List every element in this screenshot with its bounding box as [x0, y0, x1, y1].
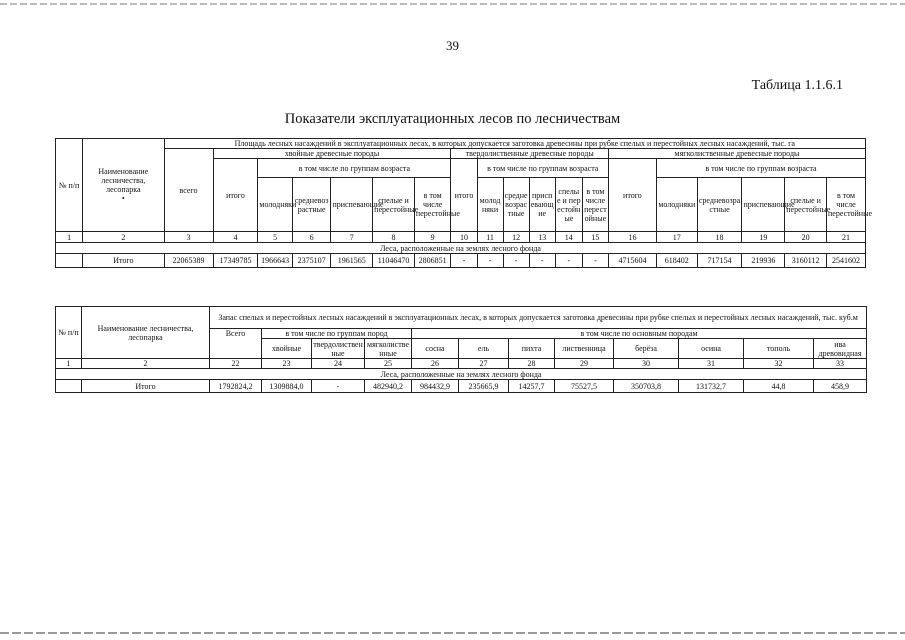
table-cell: 2541602	[827, 254, 866, 268]
col-number: 5	[258, 232, 292, 243]
header-stock-main: Запас спелых и перестойных лесных насаждений в эксплуатационных лесах, в которых допускается заготовка древесины при рубке спелых и перестойных лесных насаждений, тыс. куб.м	[210, 307, 867, 329]
header-soft-by-age: в том числе по группам возраста	[656, 159, 865, 178]
header-forestry-mark: •	[121, 194, 125, 203]
table-cell: 1309884,0	[262, 380, 312, 393]
col-number: 30	[614, 359, 679, 369]
header-conifer-age-overmature: в том числе перестойные	[414, 178, 451, 232]
table-cell: 11046470	[373, 254, 415, 268]
header-hard-age-premature: приспевающие	[529, 178, 555, 232]
header-conifer-age-middle: средневозрастные	[292, 178, 331, 232]
col-number: 7	[331, 232, 373, 243]
col-number: 10	[451, 232, 477, 243]
table-cell: 1966643	[258, 254, 292, 268]
table-cell: 1961565	[331, 254, 373, 268]
header-soft-itogo: итого	[608, 159, 656, 232]
col-number: 28	[509, 359, 555, 369]
page-number: 39	[446, 38, 459, 53]
header-species-pine: сосна	[412, 339, 459, 359]
header-conifer-itogo: итого	[213, 159, 258, 232]
table-cell: 350703,8	[614, 380, 679, 393]
header-species-spruce: ель	[459, 339, 509, 359]
header-soft-age-young: молодняки	[656, 178, 697, 232]
header-hard-age-overmature: в том числе перестойные	[582, 178, 608, 232]
header-conifer-by-age: в том числе по группам возраста	[258, 159, 451, 178]
header-soft-age-mature: спелые и перестойные	[785, 178, 827, 232]
scan-edge-top	[0, 3, 905, 5]
timber-stock-table	[55, 306, 867, 393]
table-cell: 22065389	[164, 254, 213, 268]
col-number: 6	[292, 232, 331, 243]
header-soft-age-overmature: в том числе перестойные	[827, 178, 866, 232]
header-conifer-age-young: молодняки	[258, 178, 292, 232]
table1-section-row: Леса, расположенные на землях лесного фонда	[56, 243, 866, 254]
table-label: Таблица 1.1.6.1	[751, 78, 843, 93]
table-cell: 17349785	[213, 254, 258, 268]
table-cell: 235665,9	[459, 380, 509, 393]
header-species-larch: лиственница	[555, 339, 614, 359]
col-number: 9	[414, 232, 451, 243]
col-number: 31	[679, 359, 744, 369]
header-total: Всего	[210, 329, 262, 359]
header-species-birch: берёза	[614, 339, 679, 359]
header-hard-age-middle: средневозрастные	[503, 178, 529, 232]
scan-edge-bottom	[0, 632, 905, 634]
col-number: 33	[814, 359, 867, 369]
table2-total-row	[56, 380, 867, 393]
table-cell: 75527,5	[555, 380, 614, 393]
table-cell: 618402	[656, 254, 697, 268]
table-cell: -	[503, 254, 529, 268]
header-group-hard: твердолиственные	[313, 339, 363, 358]
table-cell: 3160112	[785, 254, 827, 268]
header-area-main: Площадь лесных насаждений в эксплуатационных лесах, в которых допускается заготовка древесины при рубке спелых и перестойных лесных насаждений, тыс. га	[164, 139, 865, 149]
header-species-willow: ива древовидная	[814, 339, 867, 359]
col-number: 13	[529, 232, 555, 243]
table-cell: 219936	[742, 254, 785, 268]
header-conifer-age-premature: приспевающие	[331, 178, 373, 232]
table-cell: Итого	[83, 254, 164, 268]
table-cell: 2806851	[414, 254, 451, 268]
col-number: 4	[213, 232, 258, 243]
document-title: Показатели эксплуатационных лесов по лесничествам	[284, 111, 621, 127]
forest-area-table	[55, 138, 873, 268]
table-cell: -	[555, 254, 582, 268]
table-cell: 4715604	[608, 254, 656, 268]
table-cell: -	[582, 254, 608, 268]
table-cell: 984432,9	[412, 380, 459, 393]
col-number: 8	[373, 232, 415, 243]
col-number: 20	[785, 232, 827, 243]
col-number: 11	[477, 232, 503, 243]
header-num: № п/п	[56, 139, 83, 232]
header-num: № п/п	[56, 307, 82, 359]
col-number: 32	[744, 359, 814, 369]
table-cell: -	[451, 254, 477, 268]
header-soft-age-premature: приспевающие	[742, 178, 785, 232]
header-forestry-name-text: Наименование лесничества, лесопарка	[98, 167, 149, 194]
header-total: всего	[164, 149, 213, 232]
header-forestry-name: Наименование лесничества, лесопарка	[82, 307, 210, 359]
table-cell: -	[477, 254, 503, 268]
table-cell: -	[529, 254, 555, 268]
header-species-fir: пихта	[509, 339, 555, 359]
table-cell	[56, 254, 83, 268]
col-number: 23	[262, 359, 312, 369]
table-cell: 44,8	[744, 380, 814, 393]
col-number: 1	[56, 232, 83, 243]
col-number: 29	[555, 359, 614, 369]
header-by-groups: в том числе по группам пород	[262, 329, 412, 339]
header-species-poplar: тополь	[744, 339, 814, 359]
table2-col-numbers-row	[56, 359, 867, 369]
table-cell: 2375107	[292, 254, 331, 268]
col-number: 24	[312, 359, 365, 369]
table2-section-row: Леса, расположенные на землях лесного фонда	[56, 369, 867, 380]
header-group-conifer: хвойные	[262, 339, 312, 359]
table1-total-row	[56, 254, 866, 268]
table-cell: Итого	[82, 380, 210, 393]
header-hard-itogo: итого	[451, 159, 477, 232]
col-number: 17	[656, 232, 697, 243]
col-number: 22	[210, 359, 262, 369]
header-group-hard: твердолиственные древесные породы	[451, 149, 609, 159]
header-group-soft: мягколиственные	[365, 339, 412, 359]
table-cell: -	[312, 380, 365, 393]
header-forestry-name	[83, 139, 164, 232]
col-number: 21	[827, 232, 866, 243]
col-number: 19	[742, 232, 785, 243]
col-number: 1	[56, 359, 82, 369]
table-cell: 1792824,2	[210, 380, 262, 393]
table-cell: 458,9	[814, 380, 867, 393]
header-hard-age-mature: спелые и перестойные	[555, 178, 582, 232]
table-cell: 131732,7	[679, 380, 744, 393]
col-number: 18	[697, 232, 742, 243]
header-group-soft: мягколиственные древесные породы	[608, 149, 865, 159]
table-cell: 14257,7	[509, 380, 555, 393]
header-hard-by-age: в том числе по группам возраста	[477, 159, 608, 178]
col-number: 12	[503, 232, 529, 243]
col-number: 27	[459, 359, 509, 369]
col-number: 16	[608, 232, 656, 243]
table-cell	[56, 380, 82, 393]
table-cell: 717154	[697, 254, 742, 268]
header-by-species: в том числе по основным породам	[412, 329, 867, 339]
header-conifer-age-mature: спелые и перестойные	[373, 178, 415, 232]
col-number: 3	[164, 232, 213, 243]
col-number: 2	[83, 232, 164, 243]
col-number: 25	[365, 359, 412, 369]
col-number: 15	[582, 232, 608, 243]
col-number: 14	[555, 232, 582, 243]
table1-col-numbers-row	[56, 232, 866, 243]
header-species-aspen: осина	[679, 339, 744, 359]
header-hard-age-young: молодняки	[477, 178, 503, 232]
header-soft-age-middle: средневозрастные	[697, 178, 742, 232]
col-number: 2	[82, 359, 210, 369]
table-cell: 482940,2	[365, 380, 412, 393]
col-number: 26	[412, 359, 459, 369]
header-group-conifer: хвойные древесные породы	[213, 149, 451, 159]
